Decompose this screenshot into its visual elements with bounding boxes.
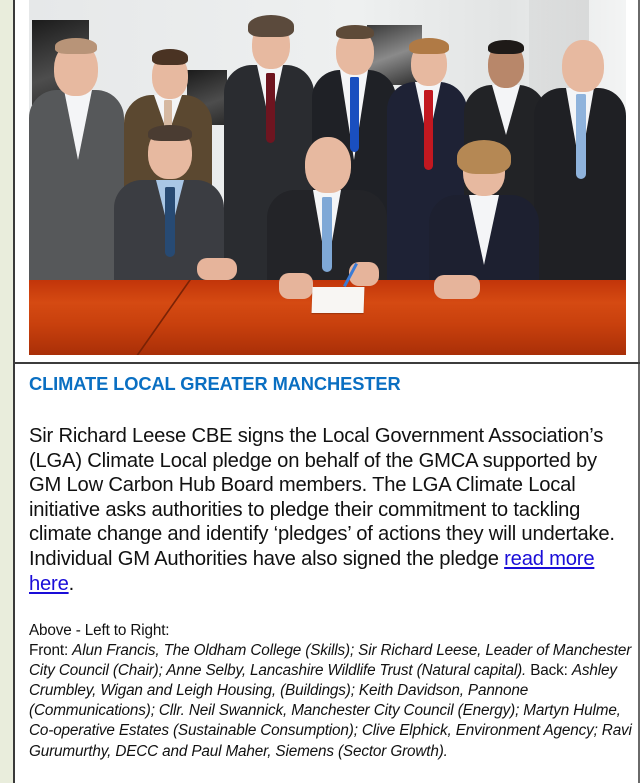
caption-front-label: Front: [29, 642, 73, 660]
read-more-link[interactable]: read more here [29, 547, 595, 595]
pledge-document [312, 287, 365, 313]
frame-border-left [13, 0, 15, 783]
section-divider [13, 362, 640, 364]
article-body-end: . [68, 572, 75, 595]
article-body [29, 424, 629, 596]
article-body-text: Sir Richard Leese CBE signs the Local Government Association’s (LGA) Climate Local pledge on behalf of the GMCA supported by GM Low Carbon Hub Board members. The LGA Climate Local initiative asks authorities to pledge their commitment to tackling climate change and identify ‘pledges’ of actions they will undertake. Individual GM Authorities have also signed the pledge [29, 425, 615, 570]
caption-front-names: Alun Francis, The Oldham College (Skills); Sir Richard Leese, Leader of Manchester City Council (Chair); Anne Selby, Lancashire Wildlife Trust (Natural capital). [29, 642, 632, 680]
hands [279, 273, 313, 299]
photo-caption [29, 621, 634, 762]
article-heading: CLIMATE LOCAL GREATER MANCHESTER [29, 373, 401, 394]
caption-back-label: Back: [526, 662, 572, 680]
hands [434, 275, 480, 299]
caption-back-names: Ashley Crumbley, Wigan and Leigh Housing, (Buildings); Keith Davidson, Pannone (Communications); Cllr. Neil Swannick, Manchester City Council (Energy); Martyn Hulme, Co-operative Estates (Sustainable Consumption); Clive Elphick, Environment Agency; Ravi Gurumurthy, DECC and Paul Maher, Siemens (Sector Growth). [29, 662, 632, 760]
page-margin-strip [0, 0, 13, 783]
hands [197, 258, 237, 280]
caption-title: Above - Left to Right: [29, 622, 170, 639]
group-photo [29, 0, 626, 355]
